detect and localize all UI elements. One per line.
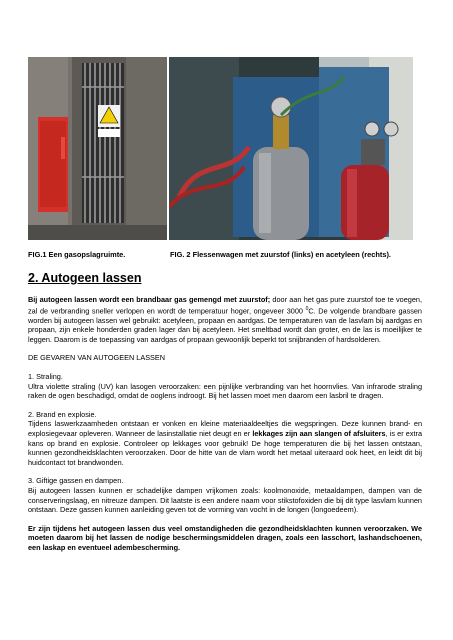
figure-2-caption: FIG. 2 Flessenwagen met zuurstof (links) en acetyleen (rechts). <box>170 250 391 259</box>
hazards-title: DE GEVAREN VAN AUTOGEEN LASSEN <box>28 353 166 363</box>
hazard-3-text: Bij autogeen lassen kunnen er schadelijke dampen vrijkomen zoals: koolmonoxide, metaaldampen, dampen van de conserveringslaag, en nitreuze dampen. Dit laatste is een andere naam voor stikstofoxiden die bij dit type lasvlam kunnen ontstaan. Deze gassen kunnen aanleiding geven tot de vorming van vocht in de longen (longoedeem). <box>28 485 422 515</box>
hazard-2-text-a: Tijdens laswerkzaamheden ontstaan er vonken en kleine materiaaldeeltjes die wegspringen. Deze kunnen brand- en explosiegevaar opleveren. Wanneer de lasinstallatie niet deugt en er <box>28 419 422 438</box>
figure-1-caption: FIG.1 Een gasopslagruimte. <box>28 250 126 259</box>
hazard-2-text <box>28 419 422 467</box>
hazard-2-text-b: , is er extra kans op brand en explosie. Controleer op lekkages voor gebruik! De hoge temperaturen die bij het lassen ontstaan, kunnen gezondheidsklachten veroorzaken. Door de hitte van de vlam wordt het metaal uiteraard ook heet, en leidt dit bij huidcontact tot brandwonden. <box>28 428 422 467</box>
conclusion-bold: Er zijn tijdens het autogeen lassen dus veel omstandigheden die gezondheidsklachten kunnen veroorzaken. We moeten daarom bij het lassen de nodige beschermingsmiddelen dragen, zoals een lasschort, lashandschoenen, een laskap en eventueel adembescherming. <box>28 523 422 552</box>
section-heading: 2. Autogeen lassen <box>28 271 142 285</box>
hazard-1-text: Ultra violette straling (UV) kan lasogen veroorzaken: een pijnlijke verbranding van het hoornvlies. Van infrarode straling raken de ogen beschadigd, omdat de ooglens indroogt. Bij het lassen moet men daarom een lasbril te dragen. <box>28 381 422 401</box>
conclusion-paragraph <box>28 524 422 553</box>
hazard-3-title: 3. Giftige gassen en dampen. <box>28 476 124 486</box>
intro-bold: Bij autogeen lassen wordt een brandbaar gas gemengd met zuurstof; <box>28 295 271 304</box>
figure-1-photo <box>28 57 167 240</box>
intro-text-2: C. De volgende brandbare gassen worden bij autogeen lassen wel gebruikt: acetyleen, propaan en aardgas. De temperaturen van de lasvlam bij aardgas en propaan, zijn enkele honderden graden lager dan bij acetyleen. Het smeltbad wordt dan groter, en de las is moeilijker te leggen. Daarom is de toepassing van aardgas of propaan gewoonlijk beperkt tot snijbranden of hardsolderen. <box>28 306 422 344</box>
hazard-1-title: 1. Straling. <box>28 371 63 381</box>
intro-text-1: door aan het gas pure zuurstof toe te voegen, zal de verbranding sneller verlopen en wordt de temperatuur hoger, ongeveer 3000 <box>28 295 422 316</box>
hazard-2-bold: lekkages zijn aan slangen of afsluiters <box>252 428 386 438</box>
degree-mark: 0 <box>305 305 309 312</box>
intro-paragraph <box>28 295 422 344</box>
hazard-2-title: 2. Brand en explosie. <box>28 409 97 419</box>
body-text <box>28 295 422 552</box>
figure-2-photo <box>169 57 413 240</box>
